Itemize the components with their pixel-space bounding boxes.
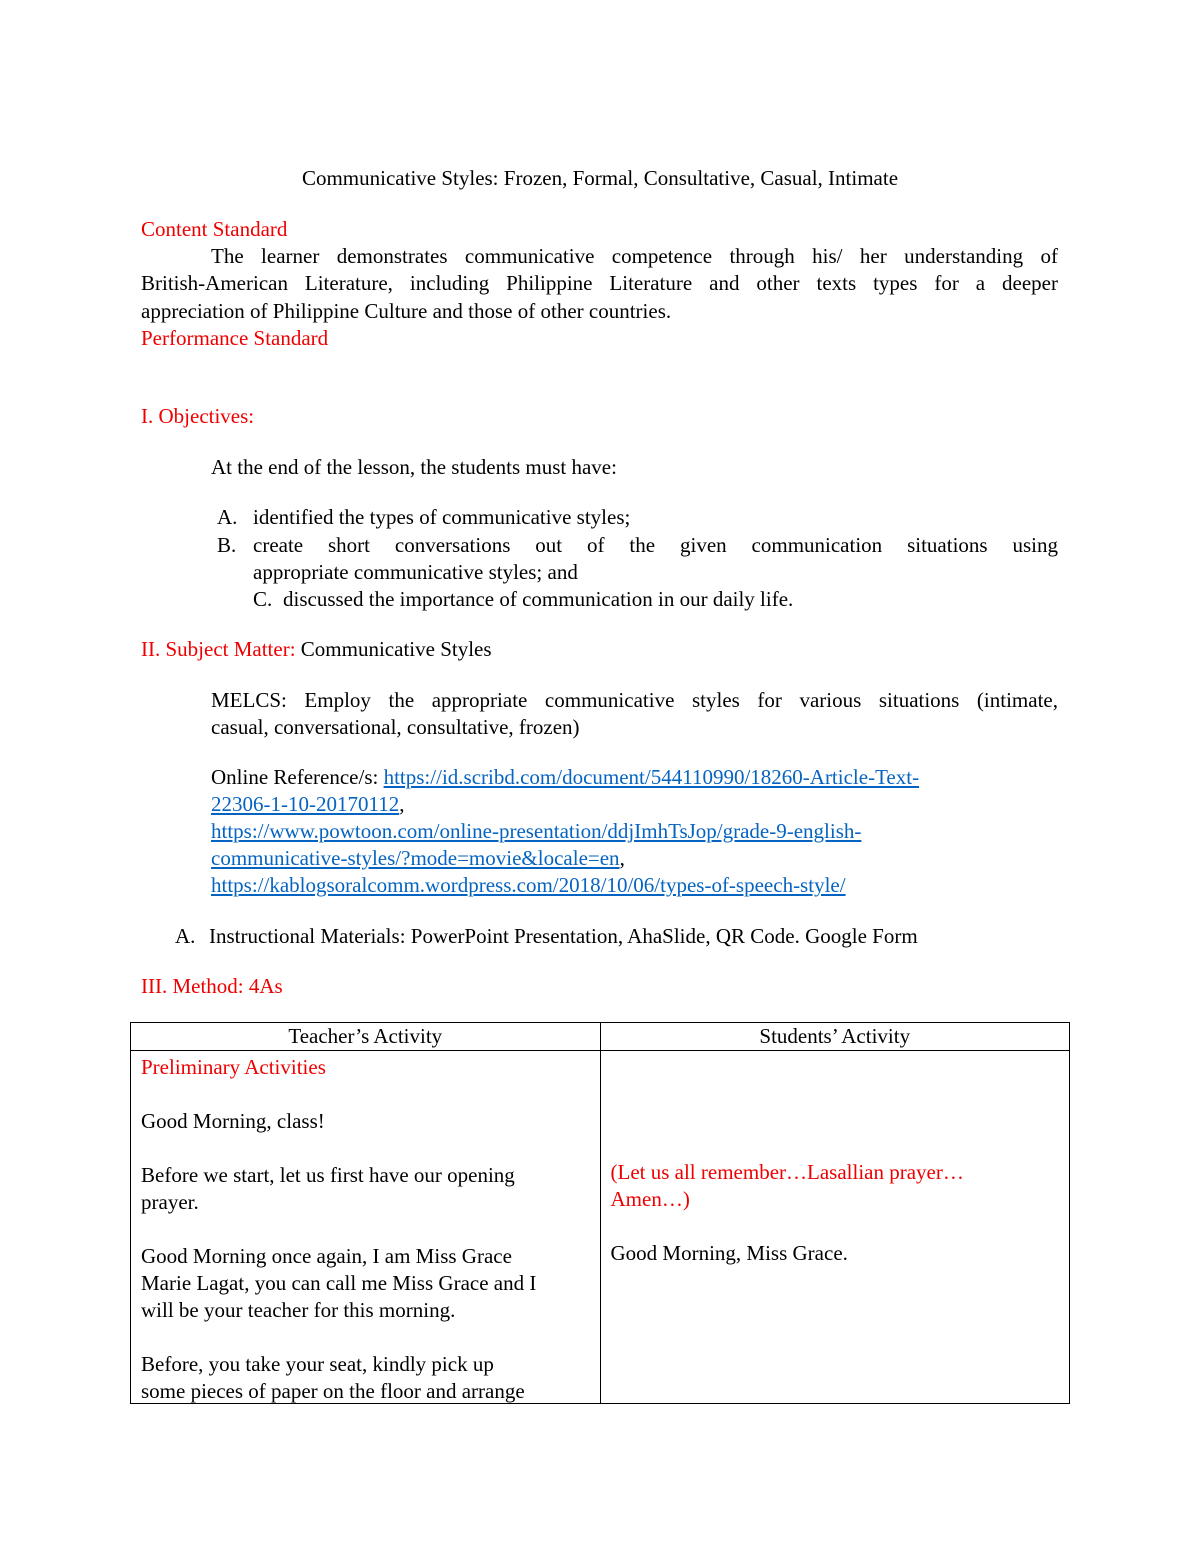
students-prayer-line-1: (Let us all remember…Lasallian prayer… — [610, 1160, 964, 1184]
objectives-intro: At the end of the lesson, the students must have: — [211, 455, 617, 479]
objectives-heading: I. Objectives: — [141, 404, 255, 428]
teacher-seat-line-2: some pieces of paper on the floor and arrange — [141, 1379, 525, 1403]
page-title: Communicative Styles: Frozen, Formal, Consultative, Casual, Intimate — [301, 166, 899, 190]
reference-link-1-part-2[interactable]: 22306-1-10-20170112 — [211, 792, 400, 816]
subject-matter-line — [141, 636, 492, 663]
online-reference-line — [211, 764, 919, 791]
teacher-activity-cell — [131, 1051, 601, 1404]
header-students-activity: Students’ Activity — [600, 1023, 1070, 1051]
reference-link-2-part-1[interactable]: https://www.powtoon.com/online-presentation/ddjImhTsJop/grade-9-english- — [211, 819, 862, 843]
objective-b-text-line-2: appropriate communicative styles; and — [253, 560, 578, 584]
students-greeting: Good Morning, Miss Grace. — [610, 1241, 848, 1265]
content-standard-line-1: The learner demonstrates communicative competence through his/ her understanding of — [211, 244, 1058, 268]
teacher-prayer-line-2: prayer. — [141, 1190, 199, 1214]
content-standard-line-2: British-American Literature, including Philippine Literature and other texts types for a deeper — [141, 271, 1058, 295]
subject-matter-heading: II. Subject Matter: — [141, 637, 296, 661]
objective-a-text: identified the types of communicative styles; — [253, 505, 631, 529]
teacher-greeting: Good Morning, class! — [141, 1109, 325, 1133]
objective-b-marker: B. — [217, 533, 237, 557]
reference-link-3-line — [211, 872, 846, 899]
materials-marker: A. — [175, 924, 196, 948]
table-row — [131, 1051, 1070, 1404]
instructional-materials: Instructional Materials: PowerPoint Presentation, AhaSlide, QR Code. Google Form — [209, 924, 918, 948]
content-standard-heading: Content Standard — [141, 217, 288, 241]
reference-comma-1: , — [399, 792, 405, 816]
online-reference-label: Online Reference/s: — [211, 765, 379, 789]
activity-table — [130, 1022, 1070, 1404]
subject-matter-value: Communicative Styles — [300, 637, 492, 661]
table-header-row — [131, 1023, 1070, 1051]
performance-standard-heading: Performance Standard — [141, 326, 329, 350]
reference-link-2-line-1 — [211, 818, 861, 845]
teacher-intro-line-3: will be your teacher for this morning. — [141, 1298, 456, 1322]
header-teacher-activity: Teacher’s Activity — [131, 1023, 601, 1051]
teacher-intro-line-2: Marie Lagat, you can call me Miss Grace and I — [141, 1271, 537, 1295]
preliminary-activities-heading: Preliminary Activities — [141, 1055, 326, 1079]
teacher-intro-line-1: Good Morning once again, I am Miss Grace — [141, 1244, 512, 1268]
reference-link-2-line-2 — [211, 845, 625, 872]
students-activity-cell — [600, 1051, 1070, 1404]
reference-link-2-part-2[interactable]: communicative-styles/?mode=movie&locale=en — [211, 846, 620, 870]
method-heading: III. Method: 4As — [141, 974, 283, 998]
objective-c-marker: C. — [253, 587, 273, 611]
students-prayer-line-2: Amen…) — [610, 1187, 690, 1211]
reference-link-1-line-2 — [211, 791, 404, 818]
melcs-line-2: casual, conversational, consultative, frozen) — [211, 715, 580, 739]
reference-link-3[interactable]: https://kablogsoralcomm.wordpress.com/2018/10/06/types-of-speech-style/ — [211, 873, 846, 897]
objective-c-text: discussed the importance of communication in our daily life. — [283, 587, 794, 611]
teacher-seat-line-1: Before, you take your seat, kindly pick up — [141, 1352, 494, 1376]
melcs-line-1: MELCS: Employ the appropriate communicative styles for various situations (intimate, — [211, 688, 1058, 712]
objective-a-marker: A. — [217, 505, 238, 529]
reference-link-1-part-1[interactable]: https://id.scribd.com/document/544110990/18260-Article-Text- — [383, 765, 920, 789]
reference-comma-2: , — [619, 846, 625, 870]
content-standard-line-3: appreciation of Philippine Culture and those of other countries. — [141, 299, 672, 323]
objective-b-text-line-1: create short conversations out of the given communication situations using — [253, 533, 1058, 557]
teacher-prayer-line-1: Before we start, let us first have our opening — [141, 1163, 515, 1187]
